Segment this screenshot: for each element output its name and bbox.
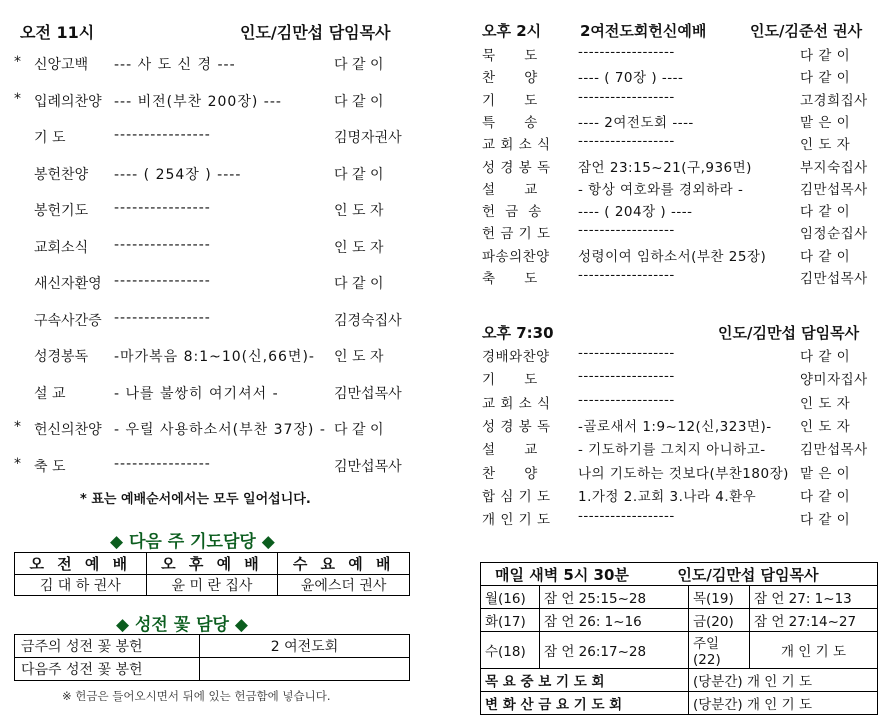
person-morning: 김 대 하 권사 bbox=[15, 575, 147, 596]
row-person: 다 같 이 bbox=[334, 276, 384, 292]
row-item: 축 도 bbox=[482, 271, 538, 287]
table-row bbox=[481, 632, 878, 669]
row-content: ------------------ bbox=[578, 391, 675, 408]
row-mark: * bbox=[14, 419, 21, 435]
row-content: ---- ( 204장 ) ---- bbox=[578, 204, 693, 221]
row-mark: * bbox=[14, 54, 21, 70]
list-item bbox=[482, 508, 882, 530]
row-person: 인 도 자 bbox=[800, 137, 851, 154]
row-item: 찬 양 bbox=[482, 70, 538, 87]
row-person: 김만섭목사 bbox=[800, 271, 868, 287]
morning-service-time: 오전 11시 bbox=[20, 23, 95, 42]
row-content: ------------------ bbox=[578, 368, 675, 385]
flower-value-this-week: 2 여전도회 bbox=[200, 635, 410, 658]
row-content: ---------------- bbox=[114, 127, 211, 143]
row-content: 잠언 23:15~21(구,936면) bbox=[578, 159, 752, 176]
row-person: 인 도 자 bbox=[334, 203, 384, 219]
row-item: 기 도 bbox=[482, 92, 538, 109]
list-item bbox=[0, 54, 400, 80]
row-person: 다 같 이 bbox=[800, 349, 851, 365]
row-item: 합 심 기 도 bbox=[482, 488, 551, 505]
row-item: 설 교 bbox=[482, 442, 538, 459]
row-item: 봉헌기도 bbox=[34, 203, 89, 219]
header-morning: 오 전 예 배 bbox=[15, 553, 147, 575]
row-person: 인 도 자 bbox=[800, 395, 851, 412]
row-item: 파송의찬양 bbox=[482, 248, 550, 265]
person-afternoon: 윤 미 란 집사 bbox=[146, 575, 278, 596]
list-item bbox=[482, 222, 882, 244]
dawn-text: 잠 언 27: 1~13 bbox=[750, 586, 878, 609]
list-item bbox=[482, 156, 882, 178]
dawn-day: 목(19) bbox=[689, 586, 750, 609]
row-person: 임정순집사 bbox=[800, 226, 868, 243]
flower-label-this-week: 금주의 성전 꽃 봉헌 bbox=[15, 635, 200, 658]
list-item bbox=[482, 89, 882, 111]
row-item: 헌신의찬양 bbox=[34, 422, 102, 438]
list-item bbox=[0, 91, 400, 117]
table-row bbox=[481, 692, 878, 715]
row-item: 봉헌찬양 bbox=[34, 166, 89, 183]
row-content: ---- ( 254장 ) ---- bbox=[114, 166, 242, 183]
row-mark: * bbox=[14, 90, 21, 107]
row-person: 다 같 이 bbox=[334, 422, 384, 438]
row-person: 김명자권사 bbox=[334, 130, 402, 146]
header-afternoon: 오 후 예 배 bbox=[146, 553, 278, 575]
row-content: ---------------- bbox=[114, 309, 211, 326]
dawn-day: 월(16) bbox=[481, 586, 540, 609]
row-person: 김만섭목사 bbox=[334, 385, 402, 402]
list-item bbox=[482, 462, 882, 484]
row-person: 다 같 이 bbox=[800, 248, 851, 265]
morning-service-leader: 인도/김만섭 담임목사 bbox=[240, 23, 391, 42]
table-row bbox=[481, 669, 878, 692]
row-person: 인 도 자 bbox=[334, 239, 384, 256]
row-person: 다 같 이 bbox=[800, 512, 851, 529]
row-content: --- 사 도 신 경 --- bbox=[114, 57, 236, 73]
row-content: ------------------ bbox=[578, 345, 675, 361]
table-row bbox=[481, 563, 878, 586]
row-content: ---- ( 70장 ) ---- bbox=[578, 70, 684, 87]
row-person: 다 같 이 bbox=[800, 70, 851, 87]
meeting-name: 변 화 산 금 요 기 도 회 bbox=[481, 692, 689, 715]
row-item: 성 경 봉 독 bbox=[482, 418, 551, 435]
list-item bbox=[482, 245, 882, 267]
dawn-header bbox=[481, 563, 878, 586]
list-item bbox=[482, 111, 882, 133]
dawn-text: 잠 언 26:17~28 bbox=[540, 632, 689, 669]
row-item: 입례의찬양 bbox=[34, 93, 102, 110]
evening-service-leader: 인도/김만섭 담임목사 bbox=[718, 324, 860, 342]
row-item: 교 회 소 식 bbox=[482, 137, 551, 154]
list-item bbox=[0, 200, 400, 226]
row-person: 다 같 이 bbox=[800, 488, 851, 505]
row-content: ---------------- bbox=[114, 236, 211, 253]
row-content: ---- 2여전도회 ---- bbox=[578, 114, 694, 131]
list-item bbox=[0, 273, 400, 299]
row-item: 경배와찬양 bbox=[482, 349, 550, 365]
afternoon-order-list bbox=[482, 44, 882, 288]
row-content: - 기도하기를 그치지 아니하고- bbox=[578, 442, 766, 459]
flower-label-next-week: 다음주 성전 꽃 봉헌 bbox=[15, 658, 200, 681]
list-item bbox=[0, 310, 400, 336]
evening-order-list bbox=[482, 345, 882, 529]
list-item bbox=[482, 438, 882, 460]
list-item bbox=[482, 178, 882, 200]
row-item: 기 도 bbox=[482, 372, 538, 389]
row-item: 구속사간증 bbox=[34, 312, 102, 329]
table-row bbox=[15, 575, 410, 596]
row-item: 교회소식 bbox=[34, 239, 89, 256]
row-item: 개 인 기 도 bbox=[482, 512, 551, 529]
prayer-schedule-table bbox=[14, 552, 410, 596]
row-person: 다 같 이 bbox=[334, 93, 384, 110]
list-item bbox=[0, 164, 400, 190]
row-person: 다 같 이 bbox=[334, 166, 384, 183]
row-person: 다 같 이 bbox=[334, 57, 384, 73]
dawn-text: 개 인 기 도 bbox=[750, 632, 878, 669]
row-content: ------------------ bbox=[578, 508, 675, 525]
afternoon-service-name: 2여전도회헌신예배 bbox=[580, 22, 707, 40]
row-content: ---------------- bbox=[114, 455, 211, 472]
flower-value-next-week bbox=[200, 658, 410, 681]
row-person: 다 같 이 bbox=[800, 48, 851, 64]
row-person: 양미자집사 bbox=[800, 372, 868, 389]
row-content: ---------------- bbox=[114, 200, 211, 216]
list-item bbox=[482, 133, 882, 155]
list-item bbox=[482, 368, 882, 390]
row-person: 인 도 자 bbox=[334, 349, 384, 365]
row-item: 성경봉독 bbox=[34, 349, 89, 365]
row-item: 헌 금 송 bbox=[482, 204, 542, 221]
afternoon-service-time: 오후 2시 bbox=[482, 22, 542, 40]
dawn-text: 잠 언 26: 1~16 bbox=[540, 609, 689, 632]
row-person: 김만섭목사 bbox=[334, 458, 402, 475]
row-content: 나의 기도하는 것보다(부찬180장) bbox=[578, 465, 789, 482]
row-item: 설 교 bbox=[482, 181, 538, 198]
row-item: 신앙고백 bbox=[34, 57, 89, 73]
prayer-title: ◆ 다음 주 기도담당 ◆ bbox=[110, 532, 275, 552]
list-item bbox=[482, 44, 882, 66]
row-person: 김경숙집사 bbox=[334, 312, 402, 329]
row-content: 1.가정 2.교회 3.나라 4.환우 bbox=[578, 488, 757, 505]
row-item: 새신자환영 bbox=[34, 276, 102, 292]
list-item bbox=[482, 485, 882, 507]
row-content: 성령이여 임하소서(부찬 25장) bbox=[578, 248, 767, 265]
list-item bbox=[482, 415, 882, 437]
list-item bbox=[0, 346, 400, 372]
list-item bbox=[0, 127, 400, 153]
meeting-name: 목 요 중 보 기 도 회 bbox=[481, 669, 689, 692]
dawn-leader: 인도/김만섭 담임목사 bbox=[677, 565, 819, 584]
person-wednesday: 윤에스더 권사 bbox=[278, 575, 410, 596]
row-item: 묵 도 bbox=[482, 48, 538, 64]
row-person: 부지숙집사 bbox=[800, 159, 868, 176]
row-item: 기 도 bbox=[34, 130, 66, 146]
row-mark: * bbox=[14, 455, 21, 472]
row-content: ------------------ bbox=[578, 133, 675, 150]
row-person: 인 도 자 bbox=[800, 418, 851, 435]
header-wednesday: 수 요 예 배 bbox=[278, 553, 410, 575]
dawn-day: 수(18) bbox=[481, 632, 540, 669]
row-content: ------------------ bbox=[578, 88, 675, 105]
dawn-text: 잠 언 27:14~27 bbox=[750, 609, 878, 632]
row-person: 맡 은 이 bbox=[800, 114, 851, 131]
stand-note: * 표는 예배순서에서는 모두 일어섭니다. bbox=[80, 492, 311, 507]
evening-service-time: 오후 7:30 bbox=[482, 324, 554, 342]
list-item bbox=[482, 267, 882, 289]
dawn-day: 금(20) bbox=[689, 609, 750, 632]
row-person: 김만섭목사 bbox=[800, 181, 868, 198]
dawn-title: 매일 새벽 5시 30분 bbox=[495, 565, 629, 584]
list-item bbox=[482, 345, 882, 367]
row-content: --- 비전(부찬 200장) --- bbox=[114, 93, 282, 110]
row-content: - 항상 여호와를 경외하라 - bbox=[578, 181, 744, 198]
row-content: - 나를 불쌍히 여기셔서 - bbox=[114, 385, 279, 402]
table-row bbox=[15, 635, 410, 658]
table-row bbox=[481, 586, 878, 609]
row-content: ------------------ bbox=[578, 222, 675, 239]
list-item bbox=[482, 200, 882, 222]
dawn-prayer-table bbox=[480, 562, 878, 715]
row-person: 맡 은 이 bbox=[800, 465, 851, 482]
row-content: -골로새서 1:9~12(신,323면)- bbox=[578, 418, 772, 435]
row-content: ------------------ bbox=[578, 44, 675, 60]
row-person: 고경희집사 bbox=[800, 92, 868, 109]
row-content: -마가복음 8:1~10(신,66면)- bbox=[114, 349, 315, 365]
flower-table bbox=[14, 634, 410, 681]
list-item bbox=[0, 383, 400, 409]
row-person: 다 같 이 bbox=[800, 204, 851, 221]
row-item: 설 교 bbox=[34, 385, 66, 402]
row-content: ---------------- bbox=[114, 273, 211, 289]
row-item: 축 도 bbox=[34, 458, 66, 475]
offering-note: ※ 헌금은 들어오시면서 뒤에 있는 헌금함에 넣습니다. bbox=[62, 689, 331, 703]
dawn-day: 화(17) bbox=[481, 609, 540, 632]
list-item bbox=[482, 392, 882, 414]
row-item: 헌 금 기 도 bbox=[482, 226, 551, 243]
list-item bbox=[0, 237, 400, 263]
afternoon-service-leader: 인도/김준선 권사 bbox=[750, 22, 863, 40]
table-row bbox=[481, 609, 878, 632]
list-item bbox=[482, 66, 882, 88]
row-item: 교 회 소 식 bbox=[482, 395, 551, 412]
table-row bbox=[15, 553, 410, 575]
row-content: - 우릴 사용하소서(부찬 37장) - bbox=[114, 422, 326, 438]
dawn-day: 주일(22) bbox=[689, 632, 750, 669]
row-item: 특 송 bbox=[482, 114, 538, 131]
flower-title: ◆ 성전 꽃 담당 ◆ bbox=[116, 615, 248, 635]
list-item bbox=[0, 456, 400, 482]
list-item bbox=[0, 419, 400, 445]
row-content: ------------------ bbox=[578, 267, 675, 283]
dawn-text: 잠 언 25:15~28 bbox=[540, 586, 689, 609]
morning-order-list bbox=[0, 54, 420, 484]
table-row bbox=[15, 658, 410, 681]
row-person: 김만섭목사 bbox=[800, 442, 868, 459]
row-item: 찬 양 bbox=[482, 465, 538, 482]
meeting-value: (당분간) 개 인 기 도 bbox=[689, 692, 878, 715]
row-item: 성 경 봉 독 bbox=[482, 159, 551, 176]
meeting-value: (당분간) 개 인 기 도 bbox=[689, 669, 878, 692]
